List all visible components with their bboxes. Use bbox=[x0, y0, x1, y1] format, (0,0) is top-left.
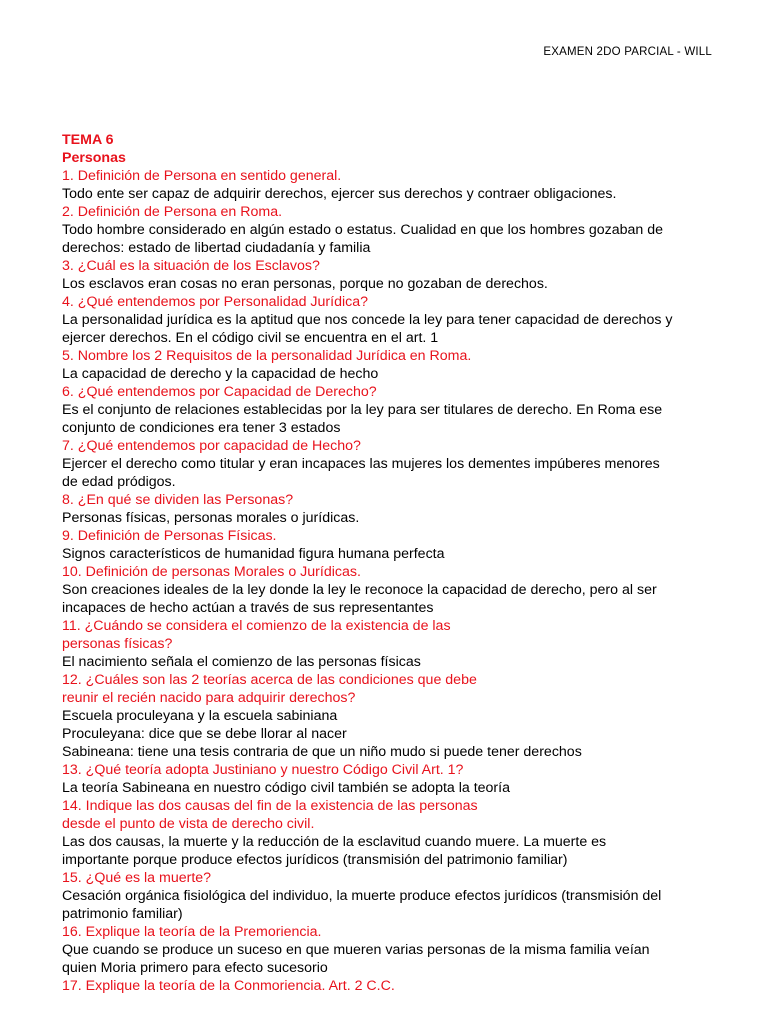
question-line: 3. ¿Cuál es la situación de los Esclavos? bbox=[62, 258, 320, 274]
question-line: 5. Nombre los 2 Requisitos de la personalidad Jurídica en Roma. bbox=[62, 348, 472, 364]
answer-line: Que cuando se produce un suceso en que mueren varias personas de la misma familia veían bbox=[62, 942, 650, 958]
question-line: 17. Explique la teoría de la Conmoriencia. Art. 2 C.C. bbox=[62, 978, 395, 994]
question-line: desde el punto de vista de derecho civil. bbox=[62, 816, 315, 832]
answer-line: Sabineana: tiene una tesis contraria de que un niño mudo si puede tener derechos bbox=[62, 744, 582, 760]
answer-line: ejercer derechos. En el código civil se encuentra en el art. 1 bbox=[62, 330, 439, 346]
question-line: personas físicas? bbox=[62, 636, 173, 652]
answer-line: Todo hombre considerado en algún estado o estatus. Cualidad en que los hombres gozaban de bbox=[62, 222, 664, 238]
answer-line: La capacidad de derecho y la capacidad de hecho bbox=[62, 366, 379, 382]
document-body bbox=[62, 131, 722, 995]
answer-line: importante porque produce efectos jurídicos (transmisión del patrimonio familiar) bbox=[62, 852, 568, 868]
answer-line: Cesación orgánica fisiológica del individuo, la muerte produce efectos jurídicos (transmisión del bbox=[62, 888, 662, 904]
question-line: 1. Definición de Persona en sentido general. bbox=[62, 168, 342, 184]
answer-line: derechos: estado de libertad ciudadanía y familia bbox=[62, 240, 371, 256]
page-header: EXAMEN 2DO PARCIAL - WILL bbox=[543, 46, 712, 58]
question-line: 9. Definición de Personas Físicas. bbox=[62, 528, 277, 544]
question-line: 6. ¿Qué entendemos por Capacidad de Derecho? bbox=[62, 384, 377, 400]
question-line: 11. ¿Cuándo se considera el comienzo de la existencia de las bbox=[62, 618, 451, 634]
answer-line: La teoría Sabineana en nuestro código civil también se adopta la teoría bbox=[62, 780, 510, 796]
answer-line: incapaces de hecho actúan a través de sus representantes bbox=[62, 600, 434, 616]
answer-line: La personalidad jurídica es la aptitud que nos concede la ley para tener capacidad de derechos y bbox=[62, 312, 673, 328]
question-line: 16. Explique la teoría de la Premoriencia. bbox=[62, 924, 322, 940]
question-line: 13. ¿Qué teoría adopta Justiniano y nuestro Código Civil Art. 1? bbox=[62, 762, 464, 778]
answer-line: conjunto de condiciones era tener 3 estados bbox=[62, 420, 341, 436]
answer-line: patrimonio familiar) bbox=[62, 906, 183, 922]
answer-line: Las dos causas, la muerte y la reducción de la esclavitud cuando muere. La muerte es bbox=[62, 834, 607, 850]
answer-line: Ejercer el derecho como titular y eran incapaces las mujeres los dementes impúberes menores bbox=[62, 456, 660, 472]
question-line: 4. ¿Qué entendemos por Personalidad Jurídica? bbox=[62, 294, 369, 310]
answer-line: Personas físicas, personas morales o jurídicas. bbox=[62, 510, 360, 526]
answer-line: Son creaciones ideales de la ley donde la ley le reconoce la capacidad de derecho, pero al ser bbox=[62, 582, 657, 598]
question-line: 8. ¿En qué se dividen las Personas? bbox=[62, 492, 294, 508]
answer-line: Escuela proculeyana y la escuela sabiniana bbox=[62, 708, 338, 724]
answer-line: Signos característicos de humanidad figura humana perfecta bbox=[62, 546, 445, 562]
question-line: 10. Definición de personas Morales o Jurídicas. bbox=[62, 564, 361, 580]
question-line: 7. ¿Qué entendemos por capacidad de Hecho? bbox=[62, 438, 361, 454]
answer-line: Proculeyana: dice que se debe llorar al nacer bbox=[62, 726, 347, 742]
topic-title: TEMA 6 bbox=[62, 132, 114, 148]
question-line: 2. Definición de Persona en Roma. bbox=[62, 204, 283, 220]
question-line: 12. ¿Cuáles son las 2 teorías acerca de las condiciones que debe bbox=[62, 672, 477, 688]
answer-line: El nacimiento señala el comienzo de las personas físicas bbox=[62, 654, 421, 670]
question-line: reunir el recién nacido para adquirir derechos? bbox=[62, 690, 356, 706]
question-line: 14. Indique las dos causas del fin de la existencia de las personas bbox=[62, 798, 478, 814]
answer-line: de edad pródigos. bbox=[62, 474, 176, 490]
question-list bbox=[62, 167, 722, 995]
answer-line: Los esclavos eran cosas no eran personas, porque no gozaban de derechos. bbox=[62, 276, 548, 292]
question-line: 15. ¿Qué es la muerte? bbox=[62, 870, 212, 886]
answer-line: Es el conjunto de relaciones establecidas por la ley para ser titulares de derecho. En Roma ese bbox=[62, 402, 663, 418]
topic-subject: Personas bbox=[62, 150, 126, 166]
answer-line: quien Moria primero para efecto sucesorio bbox=[62, 960, 328, 976]
answer-line: Todo ente ser capaz de adquirir derechos, ejercer sus derechos y contraer obligaciones. bbox=[62, 186, 617, 202]
